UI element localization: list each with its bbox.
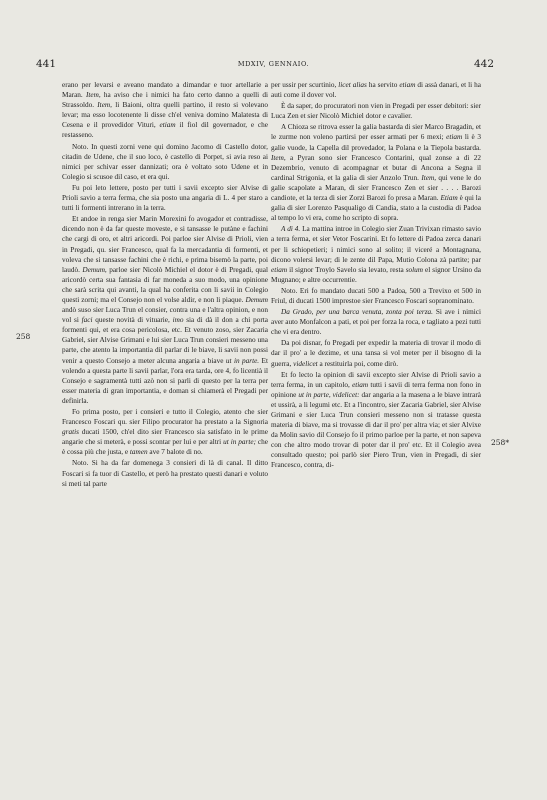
text-run: sia di dà il don a chi porta formenti qui, et era cosa pericolosa, etc. Et venuto zoso, sier Zacaria Gabriel, sier Alvise Grimani e lui sier Luca Trun consieri messeno una parte, che atento la importantia dil parlar di le biave, li savii non possi venir a questo Consejo a meter alcuna angaria a biave (62, 316, 268, 365)
text-run: andò suso sier Luca Trun el consier, contra una e l'altra opinion, e non vol si (62, 306, 268, 325)
right-text-column (271, 80, 481, 792)
paragraph (62, 458, 268, 488)
italic-text: licet alias (338, 81, 367, 89)
italic-text: tamen (129, 448, 148, 457)
text-run: erano per levarsi e aveano mandato a dimandar e tuor artellarie a Maran. (62, 81, 268, 100)
paragraph (271, 307, 481, 337)
text-run: è qui la galia di sier Lorenzo Pasqualigo di Candia, stato a la custodia di Padoa al tempo lo vi era, come ho scripto di sopra. (271, 194, 481, 223)
text-run: ha aviso che i nimici ha fato certo danno a quelli di Strassoldo. (62, 91, 268, 110)
text-run: Fo prima posto, per i consieri e tutto il Colegio, atento che sier Francesco Foscari qu. sier Filipo procurator ha prestato a la Signoria (62, 408, 268, 427)
text-run: per ussir per scurtinio, (271, 81, 339, 89)
text-run: dar angaria a la masena a le biave intrarà et ussirà, a li legumi etc. Et a l'incontro, sier Zacaria Gabriel, sier Alvise Grimani e sier Luca Trun consieri messeno non si tratasse questa materia di biave, ma si trovasse di dar il pro' per altra via; et sier Alvixe da Molin savio dil Consejo fo il primo parloe per la parte, et non sapeva con che altro modo trovar di poter dar il pro' etc. Et il Colegio avea consultado questo; poi parlò sier Piero Trun, vien in Pregadi, di sier Francesco, contra, di- (271, 390, 481, 470)
text-run: Et volendo a questa parte li savii parlar, l'ora era tarda, ore 4, fo licentià il Consejo e sagramentà tutti azò non si parli di questo per la terra per esser materia di gran importantia, e doman si chiamerà el Pregadi per definirla. (62, 356, 268, 405)
italic-text: faci (81, 316, 93, 325)
italic-text: ut in parte, videlicet: (298, 390, 360, 399)
text-run: tutti i savii di terra ferma non fono in opinione (271, 380, 481, 399)
text-run: Et fo lecto la opinion di savii excepto sier Alvise di Prioli savio a terra ferma, in un capitolo, (271, 370, 481, 389)
text-run: Da poi disnar, fo Pregadi per expedir la materia di trovar il modo di dar il pro' a le dezime, et una tansa si vol meter per il bisogno di la guerra, (271, 339, 481, 368)
page-header (0, 58, 547, 74)
text-run: il fiol dil governador, e che restasseno. (62, 121, 268, 140)
italic-text: solum (405, 265, 424, 274)
paragraph (62, 183, 268, 213)
text-run: Noto. In questi zorni vene qui domino Jacomo di Castello dotor, citadin de Udene, che il suo loco, è castello di Porpet, si avia reso ai nimici per schivar esser dannizati; ora è voltato soto Udene et in Colegio si scusoe dil caso, et era qui. (62, 142, 268, 181)
text-run: Si ave i nimici aver auto Monfalcon a pati, et poi per forza la roca, e tagliato a pezi tutti che vi era dentro. (271, 308, 481, 337)
text-run: che è cossa più che justa, e (62, 438, 268, 457)
paragraph (271, 80, 481, 100)
paragraph (271, 286, 481, 306)
text-run: Noto. Eri fo mandato ducati 500 a Padoa, 500 a Trevixo et 500 in Friul, di ducati 1500 imprestoe sier Francesco Foscari sopranominato. (271, 286, 481, 305)
italic-text: Item, (421, 173, 437, 182)
left-margin-number: 258 (16, 332, 31, 341)
text-run: di assà danari, et li ha auti come il dover vol. (271, 81, 481, 100)
italic-text: imo (172, 316, 184, 325)
text-run: ha servito (366, 81, 400, 89)
text-run: Et andoe in renga sier Marin Morexini fo avogador et contradisse, dicendo non è da far queste moveste, e si tansasse le putàne e fachini che cargi di oro, et altri aricordi. Poi parloe sier Alvise di Prioli, vien in Pregadi, qu. sier Francesco, qual fa la mercadantia di formenti, et voleva che si tansasse fachini che è richi, e prima bisemò la parte, poi laudò. (62, 215, 268, 274)
italic-text: ut in parte; (223, 438, 256, 447)
text-run: ave 7 balote di no. (147, 448, 203, 457)
paragraph (271, 122, 481, 223)
text-run: parloe sier Nicolò Michiel el dotor è di Pregadi, qual aricordò certa sua fantasia di far moneda a suo modo, una opinione che sarà scrita qui avanti, la qual ha conferita con li savii in Colegio questi zorni; ma el Consejo non el volse aldir, e non li piaque. (62, 265, 268, 304)
italic-text: videlicet (293, 359, 318, 368)
paragraph (271, 338, 481, 368)
italic-text: Da Grado, per una barca venuta, zonta poi terza. (281, 308, 433, 317)
italic-text: Item, (85, 91, 101, 100)
text-run: queste novità di vituarie, (92, 316, 173, 325)
paragraph (62, 80, 268, 141)
text-run: li Baioni, oltra quelli partino, il resto si volevano levar; ma esso locotenente li disse ch'el veniva domino Malatesta di Cesena e il provedidor Vituri, (62, 101, 268, 130)
text-run: Noto. Si ha da far domenega 3 consieri di là di canal. Il ditto Foscari si fa tuor di Castello, et però ha prestato questi danari e voluto si meti tal parte (62, 459, 268, 488)
text-run: Fu poi leto lettere, posto per tutti i savii excepto sier Alvise di Prioli savio a terra ferma, che sia posto una angaria di L. 4 per staro a tutti li formenti intrerano in la terra. (62, 183, 268, 213)
text-run: A Chioza se ritrova esser la galia bastarda di sier Marco Bragadin, et le zurme non voleno partirsi per esser armati per 6 mexi; (271, 123, 481, 142)
right-margin-number: 258* (491, 438, 510, 447)
italic-text: Demum (245, 295, 268, 304)
text-run: el signor Ursino da Mugnano; e altre occurrentie. (271, 265, 481, 284)
italic-text: etiam (271, 265, 288, 274)
paragraph (271, 101, 481, 121)
italic-text: etiam (352, 380, 369, 389)
italic-text: Etiam (440, 194, 458, 203)
italic-text: etiam (399, 81, 416, 89)
italic-text: etiam (446, 133, 463, 142)
text-run: È da saper, do procuratori non vien in Pregadi per esser debitori: sier Luca Zen et sier Nicolò Michiel dotor e cavalier. (271, 102, 481, 121)
paragraph (62, 142, 268, 182)
italic-text: ut in parte. (225, 356, 260, 365)
text-run: il signor Troylo Savelo sia levato, resta (287, 265, 406, 274)
running-head: MDXIV, GENNAIO. (237, 60, 310, 68)
left-page-number: 441 (36, 58, 57, 70)
italic-text: Item, (97, 101, 112, 110)
text-run: li è 3 galie vuode, la Capella dil provedador, la Polana e la Tiepola bastarda. (271, 133, 481, 152)
text-run: qui vene le do galie scapolate a Maran, di sier Francesco Zen et sier . . . . Barozi candiote, et la terza di sier Zorzi Barozi fo presa a Maran. (271, 173, 481, 203)
paragraph (271, 224, 481, 285)
left-text-column (62, 80, 268, 792)
paragraph (271, 370, 481, 471)
paragraph (62, 214, 268, 406)
right-page-number: 442 (474, 58, 495, 70)
text-run: a Pyran sono sier Francesco Contarini, qual zonse a dì 22 Dezembrio, venuto di acompagnar et butar di Ancona a Segna il cardinal Strigonia, et la galia di sier Anzolo Trun. (271, 153, 481, 182)
text-run: La mattina introe in Colegio sier Zuan Trivixan rimasto savio a terra ferma, et sier Vetor Foscarini. Et fo lettere di Padoa zerca danari per li schiopetieri; i nimici sono al solito; il viceré a Montagnana, dicono volersi levar; di le zente dil Papa, Mutio Colona zà partite; par (271, 225, 481, 264)
paragraph (62, 407, 268, 457)
italic-text: Demum, (82, 265, 107, 274)
italic-text: Item, (271, 153, 286, 162)
text-run: ducati 1500, ch'el dito sier Francesco sia satisfato in le prime angarie che si meterà, e possi scontar per lui e per altri (62, 428, 268, 447)
italic-text: gratis (62, 428, 79, 437)
italic-text: A dì 4. (281, 225, 301, 234)
text-run: a restituirla poi, come dirò. (317, 359, 399, 368)
italic-text: etiam (159, 121, 176, 130)
